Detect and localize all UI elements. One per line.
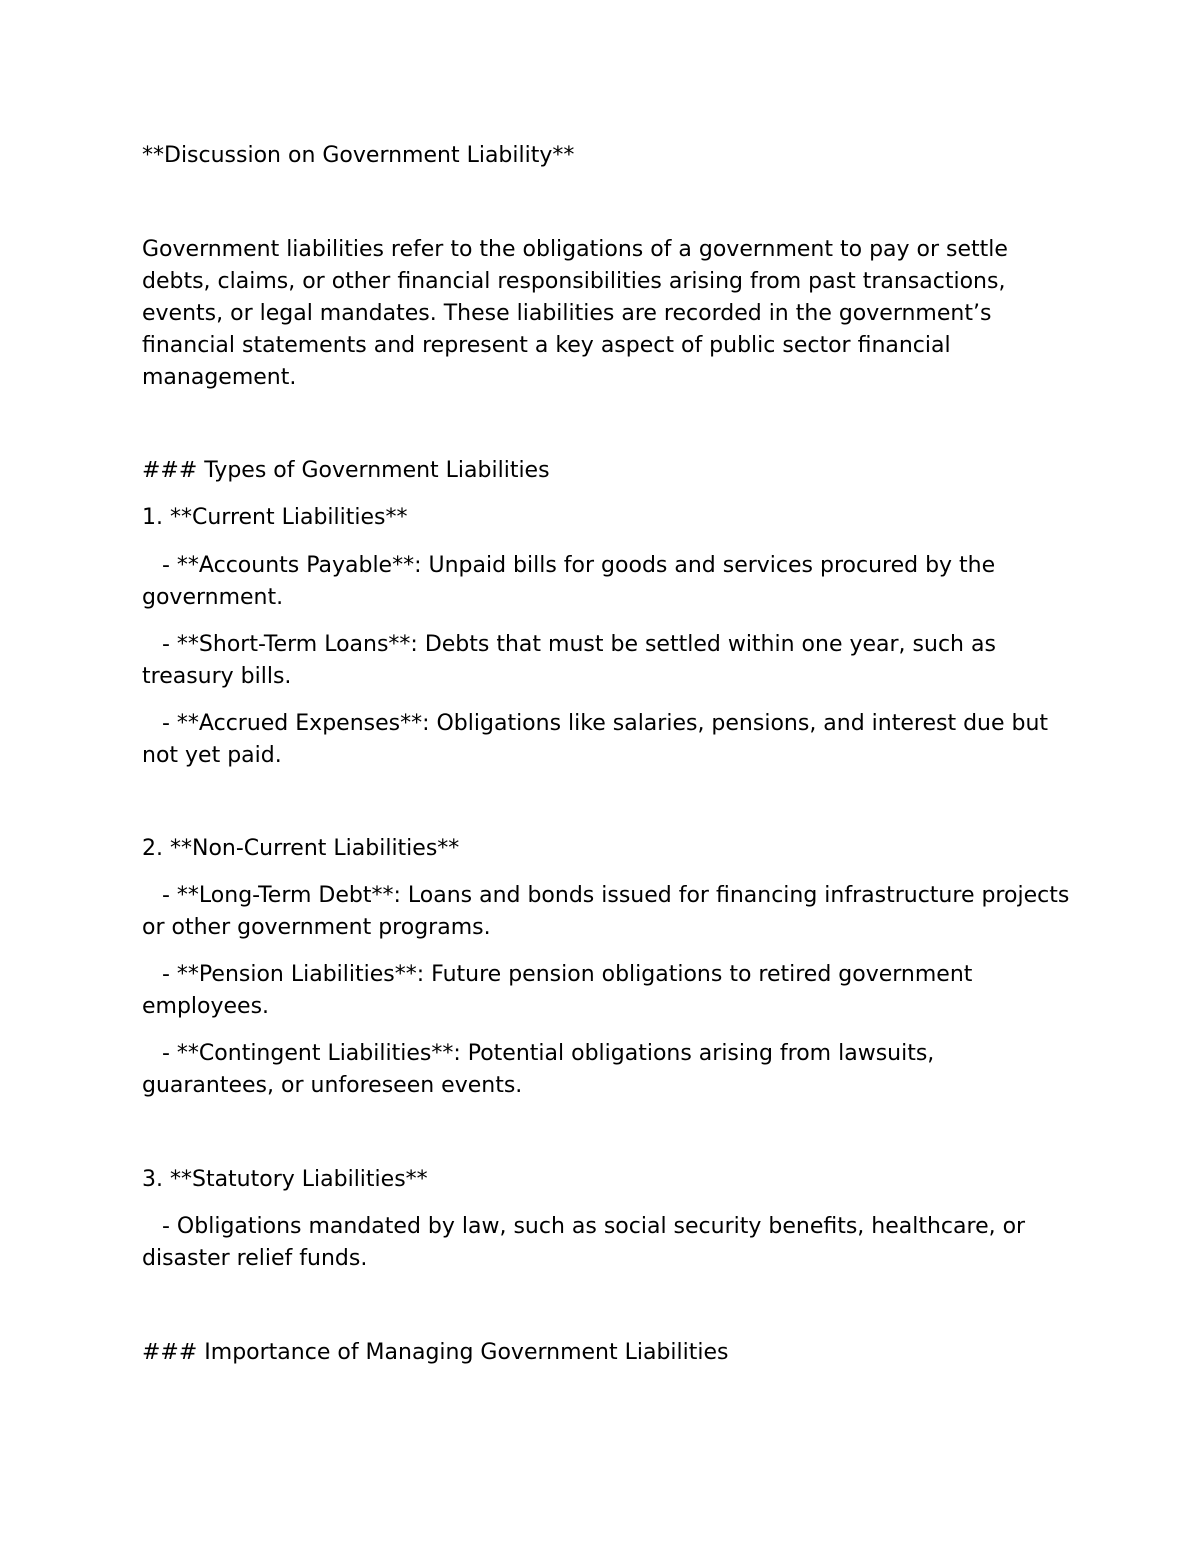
pension-liabilities-item: - **Pension Liabilities**: Future pension obligations to retired government employees. bbox=[142, 962, 973, 1019]
types-heading: ### Types of Government Liabilities bbox=[142, 458, 550, 483]
statutory-liabilities-heading: 3. **Statutory Liabilities** bbox=[142, 1167, 428, 1192]
accounts-payable-item: - **Accounts Payable**: Unpaid bills for goods and services procured by the government. bbox=[142, 553, 996, 610]
current-liabilities-heading: 1. **Current Liabilities** bbox=[142, 505, 408, 530]
contingent-liabilities-item: - **Contingent Liabilities**: Potential obligations arising from lawsuits, guarantees, or unforeseen events. bbox=[142, 1041, 935, 1098]
importance-heading: ### Importance of Managing Government Liabilities bbox=[142, 1340, 729, 1365]
statutory-obligations-item: - Obligations mandated by law, such as social security benefits, healthcare, or disaster relief funds. bbox=[142, 1214, 1026, 1271]
noncurrent-liabilities-heading: 2. **Non-Current Liabilities** bbox=[142, 836, 460, 861]
accrued-expenses-item: - **Accrued Expenses**: Obligations like salaries, pensions, and interest due but not yet paid. bbox=[142, 711, 1049, 768]
long-term-debt-item: - **Long-Term Debt**: Loans and bonds issued for financing infrastructure projects or other government programs. bbox=[142, 883, 1070, 940]
intro-paragraph: Government liabilities refer to the obligations of a government to pay or settle debts, claims, or other financial responsibilities arising from past transactions, events, or legal mandates. These liabilities are recorded in the government’s financial statements and represent a key aspect of public sector financial management. bbox=[142, 237, 1008, 390]
short-term-loans-item: - **Short-Term Loans**: Debts that must be settled within one year, such as treasury bills. bbox=[142, 632, 996, 689]
document-title: **Discussion on Government Liability** bbox=[142, 143, 575, 168]
